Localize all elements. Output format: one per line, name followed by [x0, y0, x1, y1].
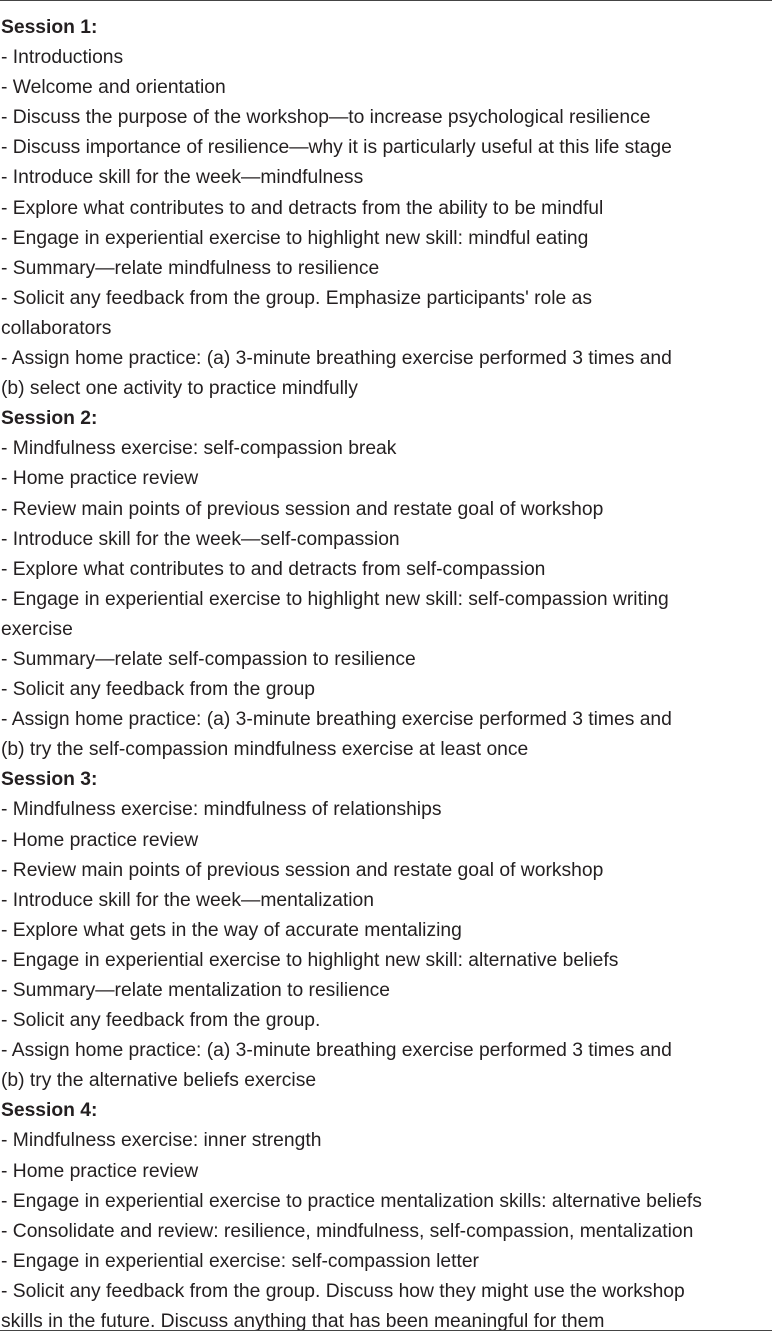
list-item: - Welcome and orientation: [1, 77, 226, 99]
list-item-continuation: (b) try the self-compassion mindfulness exercise at least once: [1, 739, 529, 761]
list-item: - Review main points of previous session and restate goal of workshop: [1, 498, 604, 520]
list-item: - Assign home practice: (a) 3-minute breathing exercise performed 3 times and: [1, 1040, 672, 1062]
list-item: - Introduce skill for the week—mindfulness: [1, 167, 364, 189]
list-item: - Engage in experiential exercise to highlight new skill: mindful eating: [1, 227, 589, 249]
list-item: - Introduce skill for the week—self-compassion: [1, 528, 400, 550]
session-outline-table: [1, 13, 771, 1337]
list-item: - Introduce skill for the week—mentalization: [1, 889, 374, 911]
list-item: - Summary—relate mentalization to resilience: [1, 980, 390, 1001]
list-item: - Engage in experiential exercise to highlight new skill: alternative beliefs: [1, 949, 619, 971]
list-item: - Mindfulness exercise: mindfulness of relationships: [1, 799, 442, 821]
list-item: - Solicit any feedback from the group.: [1, 1010, 321, 1032]
list-item: - Solicit any feedback from the group. Discuss how they might use the workshop: [1, 1280, 685, 1302]
session-heading: Session 3:: [1, 769, 98, 791]
list-item: - Mindfulness exercise: inner strength: [1, 1130, 322, 1152]
list-item: - Engage in experiential exercise to highlight new skill: self-compassion writing: [1, 588, 669, 610]
list-item: - Solicit any feedback from the group. Emphasize participants' role as: [1, 287, 592, 309]
session-2-block: [1, 404, 771, 765]
list-item: - Discuss importance of resilience—why it is particularly useful at this life stage: [1, 137, 672, 159]
session-heading: Session 1:: [1, 17, 98, 38]
list-item: - Solicit any feedback from the group: [1, 679, 316, 701]
list-item: - Assign home practice: (a) 3-minute breathing exercise performed 3 times and: [1, 348, 672, 370]
list-item: - Mindfulness exercise: self-compassion break: [1, 438, 397, 460]
list-item: - Explore what contributes to and detracts from the ability to be mindful: [1, 197, 604, 219]
list-item: - Home practice review: [1, 829, 199, 851]
list-item: - Home practice review: [1, 1160, 199, 1182]
list-item: - Review main points of previous session and restate goal of workshop: [1, 859, 604, 881]
list-item: - Explore what contributes to and detracts from self-compassion: [1, 558, 546, 580]
list-item: - Consolidate and review: resilience, mindfulness, self-compassion, mentalization: [1, 1220, 694, 1242]
session-heading: Session 4:: [1, 1100, 98, 1122]
list-item: - Assign home practice: (a) 3-minute breathing exercise performed 3 times and: [1, 709, 672, 731]
session-heading: Session 2:: [1, 408, 98, 430]
list-item-continuation: exercise: [1, 618, 73, 640]
list-item-continuation: skills in the future. Discuss anything that has been meaningful for them: [1, 1311, 605, 1333]
list-item: - Discuss the purpose of the workshop—to increase psychological resilience: [1, 107, 651, 129]
list-item: - Introductions: [1, 47, 124, 69]
session-3-block: [1, 765, 771, 1096]
list-item: - Explore what gets in the way of accurate mentalizing: [1, 919, 462, 941]
list-item: - Engage in experiential exercise: self-compassion letter: [1, 1250, 479, 1272]
list-item: - Engage in experiential exercise to practice mentalization skills: alternative beliefs: [1, 1190, 702, 1212]
list-item: - Summary—relate mindfulness to resilience: [1, 257, 380, 279]
list-item-continuation: (b) select one activity to practice mindfully: [1, 378, 358, 400]
list-item: - Home practice review: [1, 468, 199, 490]
list-item: - Summary—relate self-compassion to resilience: [1, 648, 416, 670]
list-item-continuation: (b) try the alternative beliefs exercise: [1, 1070, 317, 1092]
session-1-block: [1, 13, 771, 404]
table-top-rule: [0, 0, 772, 1]
session-4-block: [1, 1096, 771, 1337]
table-bottom-rule: [0, 1330, 772, 1331]
list-item-continuation: collaborators: [1, 317, 112, 339]
